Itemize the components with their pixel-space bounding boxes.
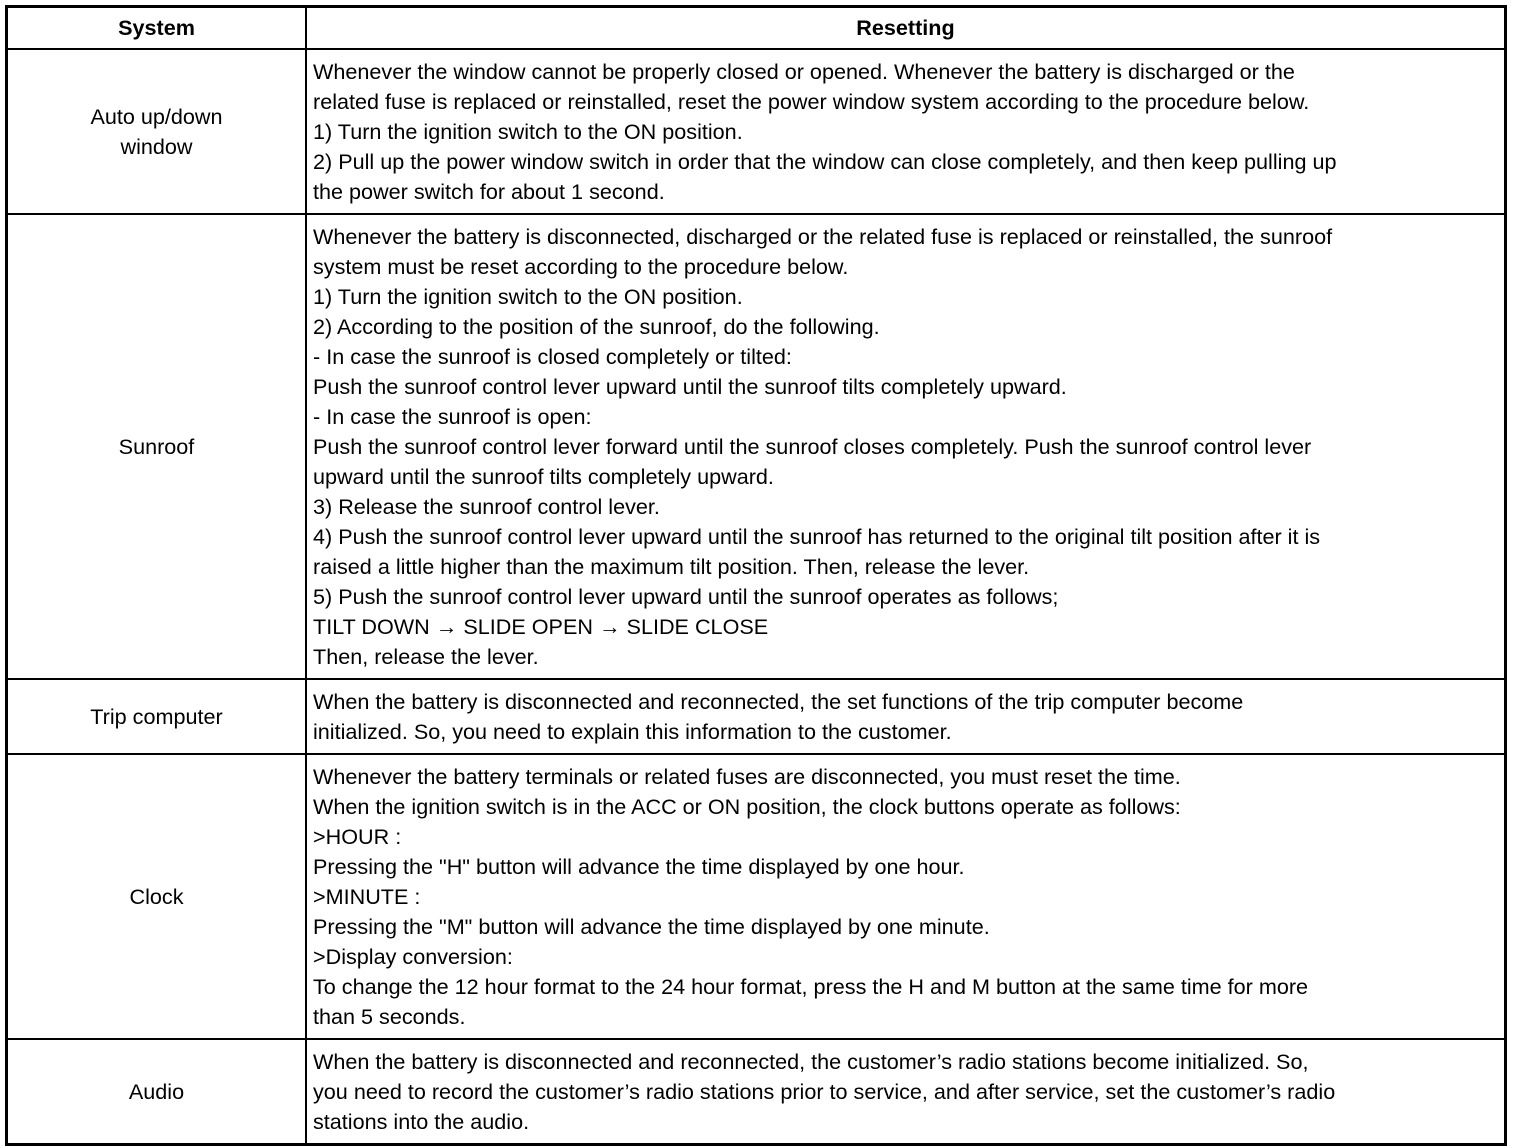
resetting-text-line: initialized. So, you need to explain this information to the customer. [313, 719, 952, 744]
header-resetting: Resetting [306, 7, 1506, 50]
system-name-line: Clock [129, 883, 184, 909]
resetting-cell [306, 214, 1506, 679]
system-cell [7, 214, 307, 679]
table-row [7, 1039, 1506, 1145]
system-name-line: Sunroof [118, 433, 195, 459]
system-name-line: Trip computer [90, 703, 223, 729]
resetting-text-line: upward until the sunroof tilts completely upward. [313, 464, 774, 489]
resetting-cell [306, 679, 1506, 754]
resetting-text-line: >HOUR : [313, 824, 402, 849]
system-name-line: Auto up/down [90, 103, 223, 129]
system-name-line: Audio [128, 1078, 185, 1104]
resetting-text-line: Push the sunroof control lever forward until the sunroof closes completely. Push the sunroof control lever [313, 434, 1312, 459]
table-row [7, 49, 1506, 214]
system-cell [7, 1039, 307, 1145]
resetting-text-line: Push the sunroof control lever upward until the sunroof tilts completely upward. [313, 374, 1067, 399]
resetting-text-line: When the battery is disconnected and reconnected, the set functions of the trip computer become [313, 689, 1244, 714]
resetting-text-line: When the ignition switch is in the ACC or ON position, the clock buttons operate as follows: [313, 794, 1181, 819]
resetting-text-line: >Display conversion: [313, 944, 513, 969]
resetting-text-line: system must be reset according to the procedure below. [313, 254, 849, 279]
resetting-text-line: 2) Pull up the power window switch in order that the window can close completely, and then keep pulling up [313, 149, 1337, 174]
resetting-text-line: 5) Push the sunroof control lever upward until the sunroof operates as follows; [313, 584, 1059, 609]
resetting-cell [306, 754, 1506, 1039]
resetting-text-line: related fuse is replaced or reinstalled, reset the power window system according to the procedure below. [313, 89, 1310, 114]
resetting-text-line: Whenever the window cannot be properly closed or opened. Whenever the battery is discharged or the [313, 59, 1295, 84]
resetting-text-line: Pressing the "H" button will advance the time displayed by one hour. [313, 854, 965, 879]
resetting-text-line: TILT DOWN → SLIDE OPEN → SLIDE CLOSE [313, 614, 769, 639]
resetting-text-line: Whenever the battery is disconnected, discharged or the related fuse is replaced or reinstalled, the sunroof [313, 224, 1333, 249]
resetting-cell [306, 1039, 1506, 1145]
table-row [7, 214, 1506, 679]
reset-procedures-table [5, 5, 1507, 1146]
system-name-line: window [120, 133, 193, 159]
resetting-text-line: Then, release the lever. [313, 644, 539, 669]
resetting-text-line: 1) Turn the ignition switch to the ON position. [313, 284, 743, 309]
resetting-text-line: 3) Release the sunroof control lever. [313, 494, 660, 519]
system-cell [7, 679, 307, 754]
resetting-text-line: 2) According to the position of the sunroof, do the following. [313, 314, 880, 339]
resetting-text-line: Whenever the battery terminals or related fuses are disconnected, you must reset the time. [313, 764, 1181, 789]
resetting-text-line: 4) Push the sunroof control lever upward until the sunroof has returned to the original tilt position after it is [313, 524, 1321, 549]
resetting-text-line: When the battery is disconnected and reconnected, the customer’s radio stations become initialized. So, [313, 1049, 1309, 1074]
resetting-text-line: - In case the sunroof is open: [313, 404, 592, 429]
table-row [7, 679, 1506, 754]
resetting-text-line: you need to record the customer’s radio stations prior to service, and after service, set the customer’s radio [313, 1079, 1336, 1104]
resetting-cell [306, 49, 1506, 214]
resetting-text-line: >MINUTE : [313, 884, 421, 909]
resetting-text-line: To change the 12 hour format to the 24 hour format, press the H and M button at the same time for more [313, 974, 1309, 999]
resetting-text-line: Pressing the "M" button will advance the time displayed by one minute. [313, 914, 990, 939]
resetting-text-line: the power switch for about 1 second. [313, 179, 665, 204]
system-cell [7, 49, 307, 214]
resetting-text-line: than 5 seconds. [313, 1004, 466, 1029]
resetting-text-line: raised a little higher than the maximum tilt position. Then, release the lever. [313, 554, 1030, 579]
header-system: System [7, 7, 307, 50]
resetting-text-line: 1) Turn the ignition switch to the ON position. [313, 119, 743, 144]
table-row [7, 754, 1506, 1039]
resetting-text-line: - In case the sunroof is closed completely or tilted: [313, 344, 792, 369]
header-row [7, 7, 1506, 50]
resetting-text-line: stations into the audio. [313, 1109, 530, 1134]
system-cell [7, 754, 307, 1039]
